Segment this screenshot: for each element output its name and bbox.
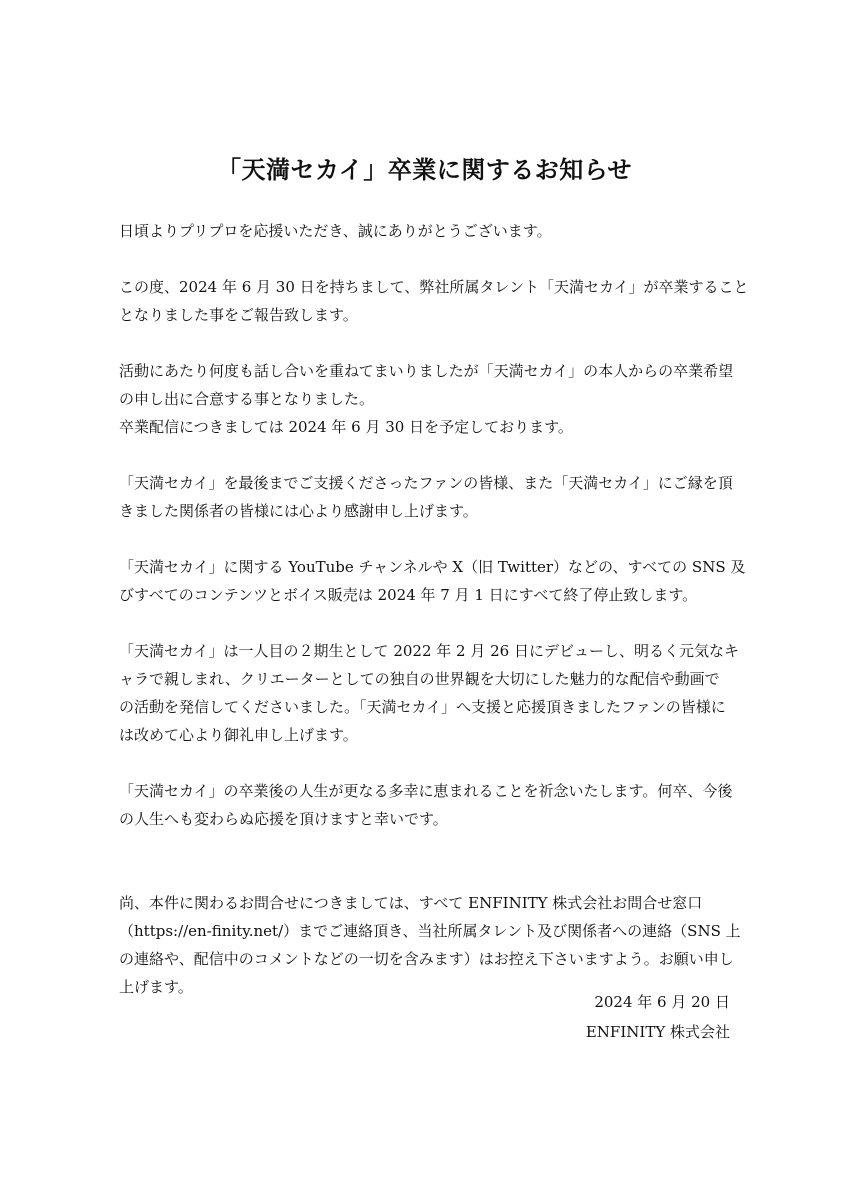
text-line: の連絡や、配信中のコメントなどの一切を含みます）はお控え下さいますよう。お願い申し xyxy=(119,950,734,968)
text-line: の申し出に合意する事となりました。 xyxy=(119,390,375,408)
paragraph-sns-termination xyxy=(119,553,746,609)
text-line: （https://en-finity.net/）までご連絡頂き、当社所属タレント及び関係者への連絡（SNS 上 xyxy=(119,922,741,940)
text-line: 上げます。 xyxy=(119,978,193,996)
text-line: 「天満セカイ」の卒業後の人生が更なる多幸に恵まれることを祈念いたします。何卒、今後 xyxy=(119,782,733,800)
text-line: 「天満セカイ」を最後までご支援くださったファンの皆様、また「天満セカイ」にご縁を頂 xyxy=(119,474,733,492)
signature-company: ENFINITY 株式会社 xyxy=(585,1023,730,1041)
text-line: 「天満セカイ」は一人目の２期生として 2022 年 2 月 26 日にデビューし、明るく元気なキ xyxy=(119,642,739,660)
signature-date: 2024 年 6 月 20 日 xyxy=(594,993,730,1011)
text-line: の活動を発信してくださいました。「天満セカイ」へ支援と応援頂きましたファンの皆様に xyxy=(119,698,726,716)
paragraph-inquiries xyxy=(119,889,741,1001)
text-line: の人生へも変わらぬ応援を頂けますと幸いです。 xyxy=(119,810,448,828)
page-title: 「天満セカイ」卒業に関するお知らせ xyxy=(216,155,633,184)
text-line: ャラで親しまれ、クリエーターとしての独自の世界観を大切にした魅力的な配信や動画で xyxy=(119,670,720,688)
text-line: この度、2024 年 6 月 30 日を持ちまして、弊社所属タレント「天満セカイ」が卒業すること xyxy=(119,278,749,296)
paragraph-wishes xyxy=(119,777,732,833)
signature-block xyxy=(586,987,730,1047)
paragraph-agreement xyxy=(119,357,732,441)
text-line: 尚、本件に関わるお問合せにつきましては、すべて ENFINITY 株式会社お問合せ窓口 xyxy=(119,894,703,912)
paragraph-announcement xyxy=(119,273,749,329)
paragraph-thanks xyxy=(119,469,732,525)
text-line: 活動にあたり何度も話し合いを重ねてまいりましたが「天満セカイ」の本人からの卒業希望 xyxy=(119,362,734,380)
text-line: 「天満セカイ」に関する YouTube チャンネルや X（旧 Twitter）などの、すべての SNS 及 xyxy=(119,558,746,576)
text-line: びすべてのコンテンツとボイス販売は 2024 年 7 月 1 日にすべて終了停止致します。 xyxy=(119,586,698,604)
text-line: 日頃よりプリプロを応援いただき、誠にありがとうございます。 xyxy=(119,222,552,240)
text-line: は改めて心より御礼申し上げます。 xyxy=(119,726,358,744)
paragraph-greeting xyxy=(119,217,732,245)
notice-body xyxy=(119,217,749,1029)
text-line: 卒業配信につきましては 2024 年 6 月 30 日を予定しております。 xyxy=(119,418,573,436)
text-line: きました関係者の皆様には心より感謝申し上げます。 xyxy=(119,502,478,520)
paragraph-history xyxy=(119,637,739,749)
text-line: となりました事をご報告致します。 xyxy=(119,306,358,324)
